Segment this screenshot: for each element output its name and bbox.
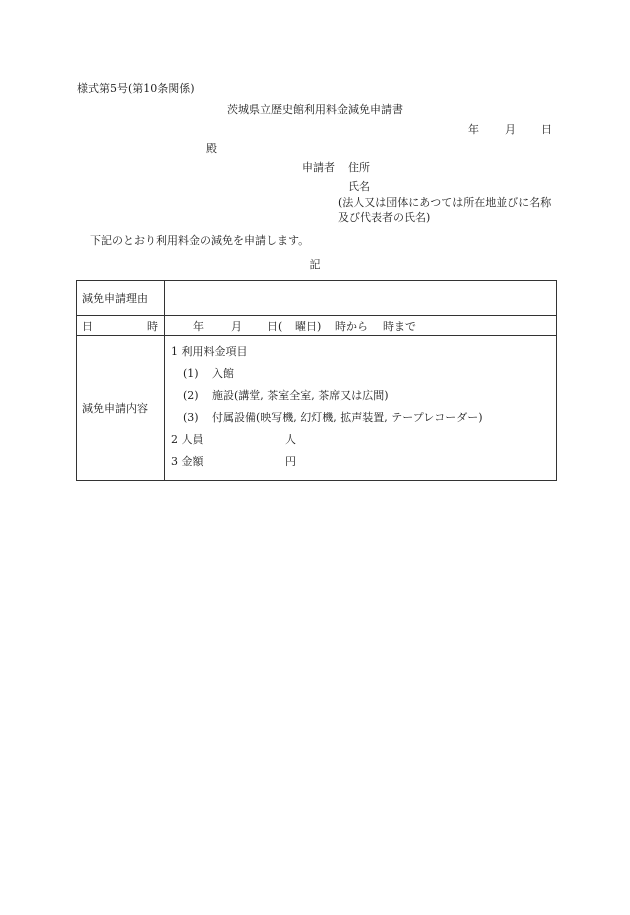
fee-item-2: 施設(講堂, 茶室全室, 茶席又は広間): [212, 389, 389, 402]
content-row: [77, 336, 557, 481]
persons-unit: 人: [285, 433, 296, 446]
content-label: 減免申請内容: [77, 336, 165, 481]
fee-item-3-number: (3): [183, 411, 199, 424]
reason-field[interactable]: [165, 281, 557, 316]
datetime-weekday: 曜日): [295, 320, 322, 333]
fee-item-1: 入館: [212, 367, 234, 380]
amount-label: 3 金額: [171, 455, 204, 468]
corporate-note: (法人又は団体にあつては所在地並びに名称及び代表者の氏名): [338, 196, 552, 224]
content-field: [165, 336, 557, 481]
form-number: 様式第5号(第10条関係): [77, 82, 195, 95]
fee-item-1-number: (1): [183, 367, 199, 380]
fee-items-heading: 1 利用料金項目: [171, 345, 248, 358]
amount-unit: 円: [285, 455, 296, 468]
datetime-row: [77, 316, 557, 336]
datetime-field[interactable]: [165, 316, 557, 336]
fee-item-3: 付属設備(映写機, 幻灯機, 拡声装置, テープレコーダー): [212, 411, 483, 424]
date-month-label: 月: [505, 123, 516, 136]
datetime-to: 時まで: [383, 320, 416, 333]
intro-sentence: 下記のとおり利用料金の減免を申請します。: [90, 234, 310, 247]
datetime-label-day: 日: [82, 319, 93, 333]
document-title: 茨城県立歴史館利用料金減免申請書: [227, 103, 403, 116]
datetime-label: [77, 316, 165, 336]
persons-label: 2 人員: [171, 433, 204, 446]
addressee-honorific: 殿: [206, 142, 217, 155]
fee-item-2-number: (2): [183, 389, 199, 402]
application-table: [76, 280, 557, 481]
date-day-label: 日: [541, 123, 552, 136]
datetime-day: 日(: [267, 320, 283, 333]
applicant-label: 申請者: [302, 161, 335, 174]
date-year-label: 年: [468, 123, 479, 136]
reason-label: 減免申請理由: [77, 281, 165, 316]
datetime-from: 時から: [335, 320, 368, 333]
datetime-year: 年: [193, 320, 204, 333]
name-label: 氏名: [348, 180, 370, 193]
address-label: 住所: [348, 161, 370, 174]
reason-row: [77, 281, 557, 316]
datetime-month: 月: [231, 320, 242, 333]
datetime-label-time: 時: [147, 319, 158, 333]
ki-heading: 記: [309, 258, 321, 271]
